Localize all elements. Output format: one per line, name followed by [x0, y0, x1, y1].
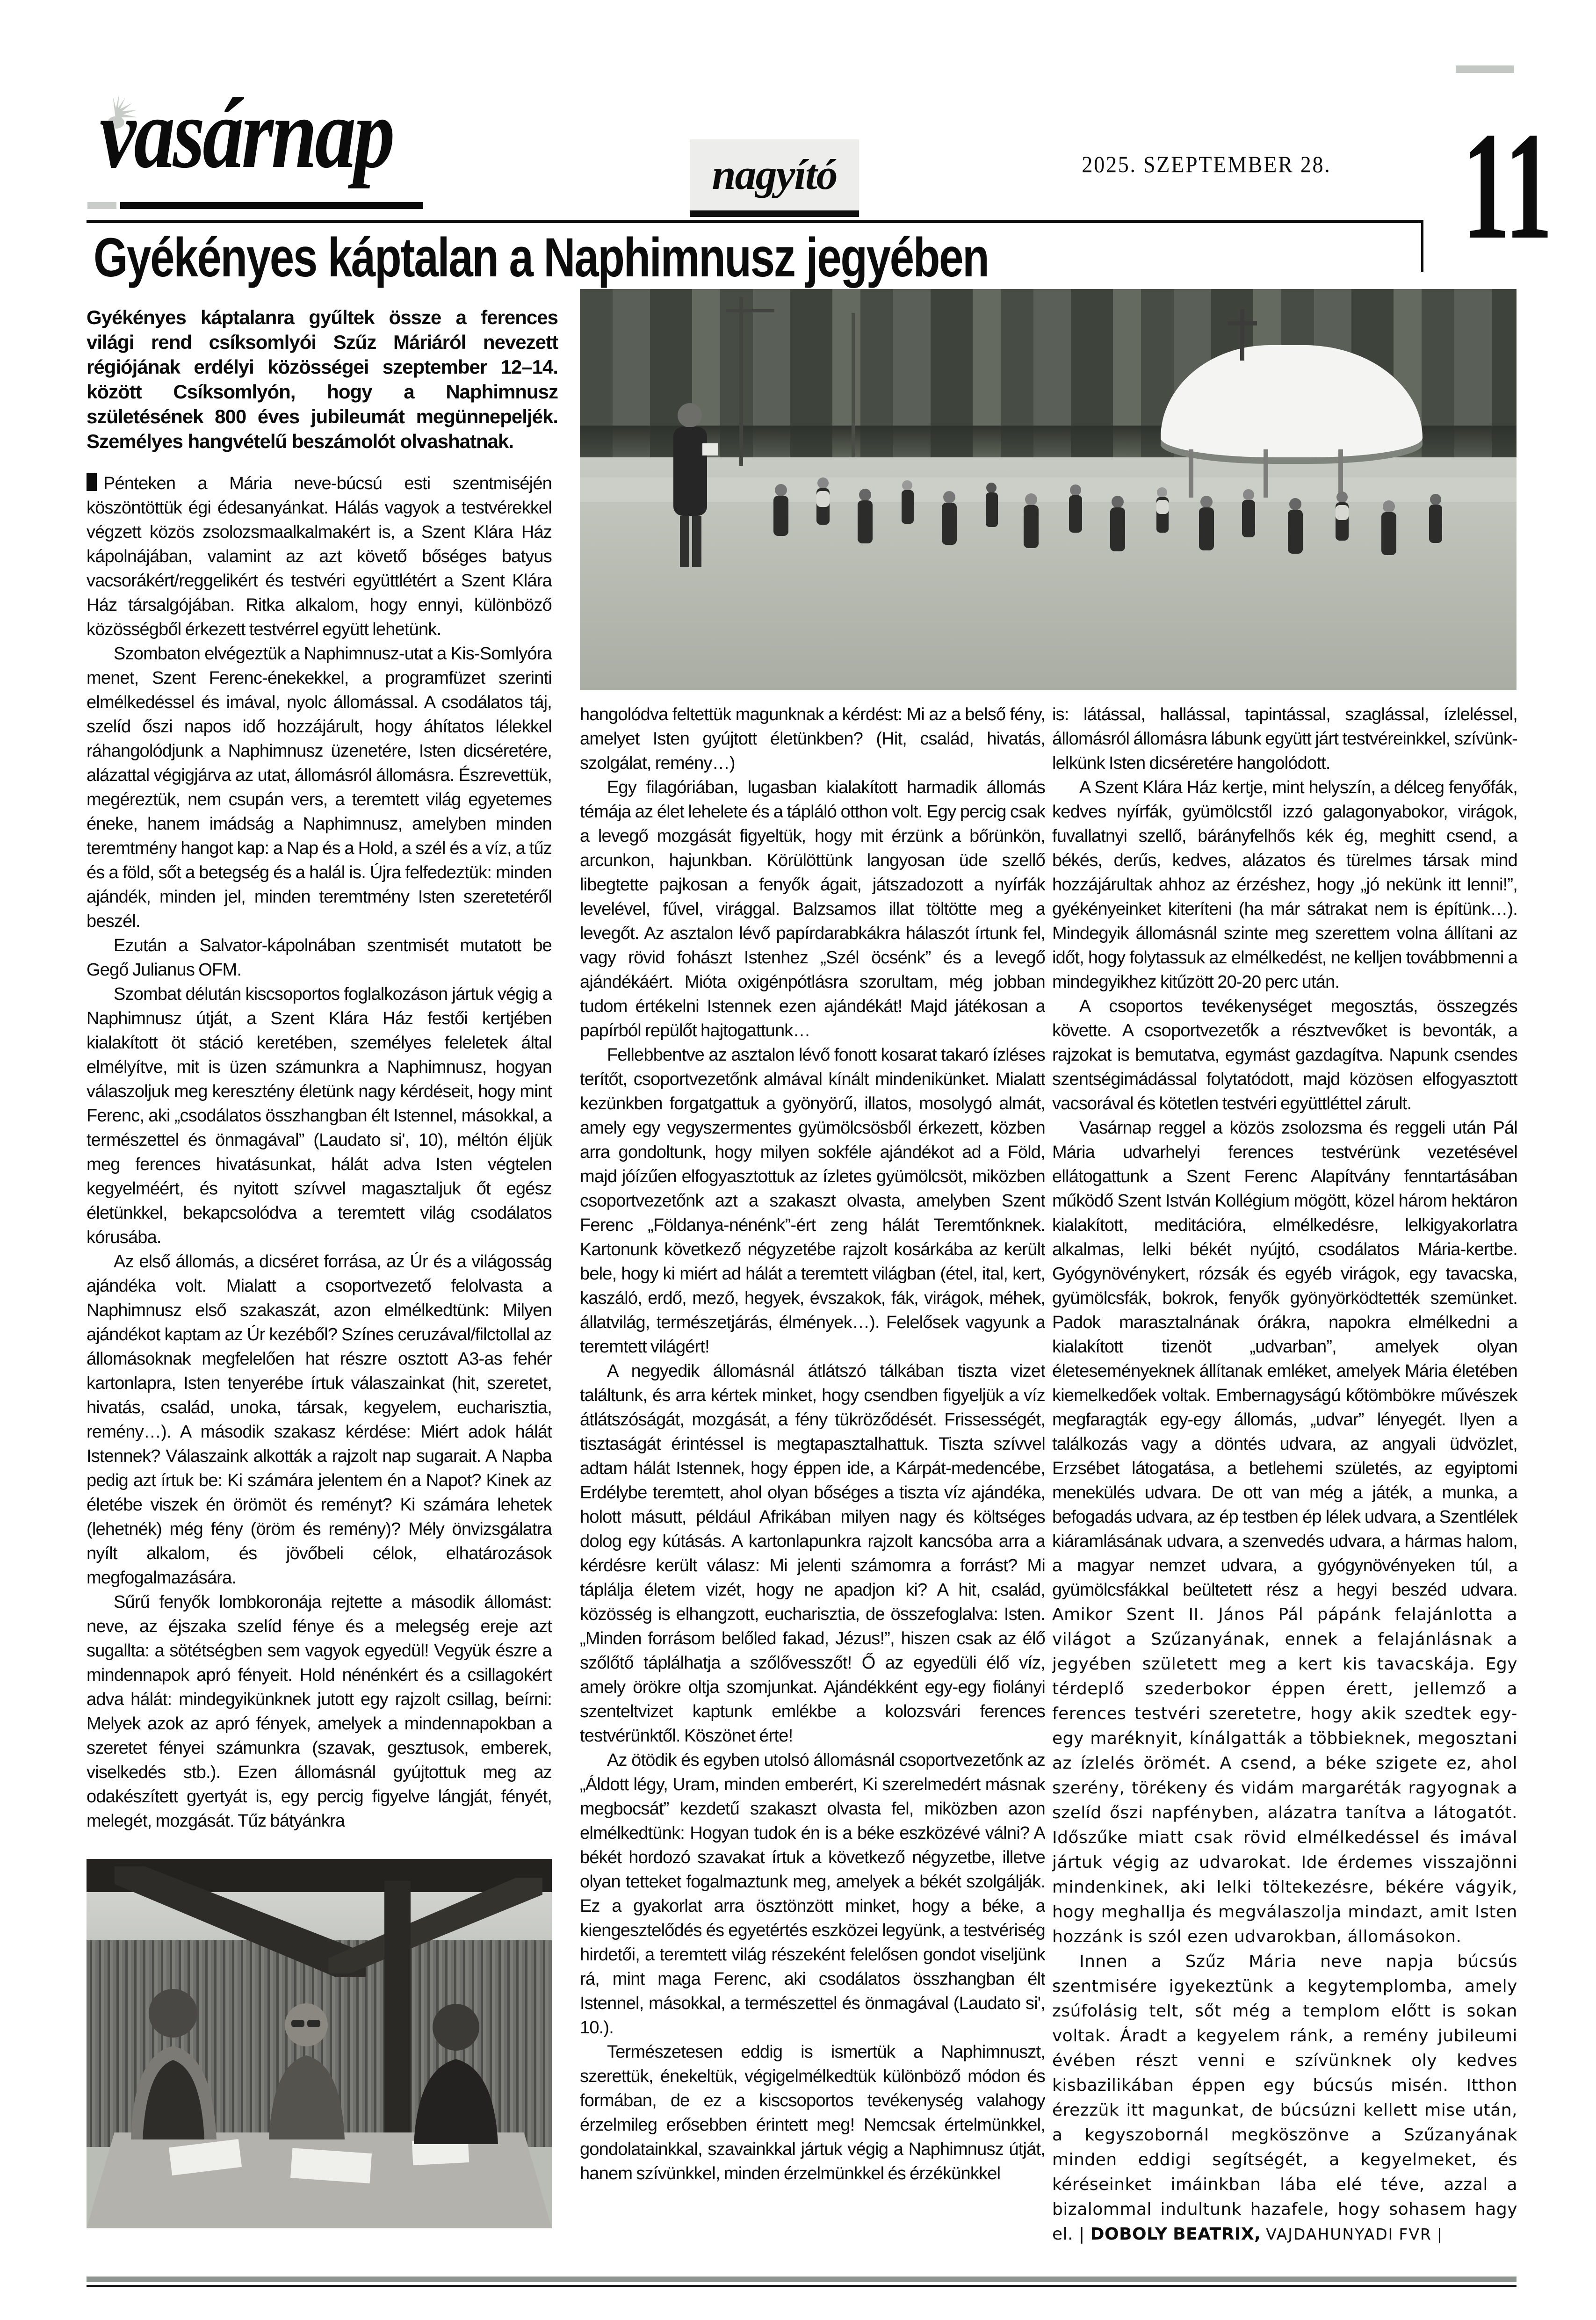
footer-rule-gray [87, 2277, 1517, 2282]
paragraph: Vasárnap reggel a közös zsolozsma és reggeli után Pál Mária udvarhelyi ferences testvérünk vezetésével ellátogattunk a Szent Ferenc Alapítvány fenntartásában működő Szent István Kollégium mögött, közel három hektáron kialakított, meditációra, elmélkedésre, lelkigyakorlatra alkalmas, lelki békét nyújtó, csodálatos Mária-kertbe. Gyógynövénykert, rózsák és egyéb virágok, egy tavacska, gyümölcsfák, bokrok, fenyők gyönyörködtették szemünket. Padok marasztalnának órákra, napokra elmélkedni a kialakított tizenöt „udvarban”, amelyek olyan életeseményeknek állítanak emléket, amelyek Mária életében kiemelkedőek voltak. Embernagyságú kőtömbökre művészek megfaragták egy-egy állomás, „udvar” lényegét. Ilyen a találkozás vagy a döntés udvara, az angyali üdvözlet, Erzsébet látogatása, a betlehemi születés, az egyiptomi menekülés udvara. De ott van még a játék, a munka, a befogadás udvara, az ép testben ép lélek udvara, a Szentlélek kiáramlásának udvara, a szenvedés udvara, a hármas halom, a magyar nemzet udvara, a gyógynövényeken túl, a gyümölcsfákkal beültetett rész a hegyi beszéd udvara. Amikor Szent II. János Pál pápánk felajánlotta a világot a Szűzanyának, ennek a felajánlásnak a jegyében született meg a kert kis tavacskája. Egy térdeplő szederbokor éppen érett, jellemző a ferences testvéri szeretetre, hogy akik szedtek egy-egy maréknyit, kínálgatták a többieknek, megosztani az ízlelés örömét. A csend, a béke szigete ez, ahol szerény, törékeny és vidám margaréták ragyognak a szelíd őszi napfényben, alázatra tanítva a látogatót. Időszűke miatt csak rövid elmélkedéssel és imával jártuk végig az udvarokat. Ide érdemes visszajönni mindenkinek, aki lelki töltekezésre, békére vágyik, hogy meghallja és megválaszolja mindazt, amit Isten hozzánk is szól ezen udvarokban, állomásokon. [1052, 1118, 1517, 1946]
byline-separator: | [1073, 2225, 1090, 2244]
page-number: 11 [1462, 101, 1553, 271]
issue-date: 2025. SZEPTEMBER 28. [1082, 151, 1331, 177]
logo-wordmark: vasárnap [100, 77, 393, 189]
seated-figures [87, 1859, 552, 2228]
paragraph: Szombaton elvégeztük a Naphimnusz-utat a Kis-Somlyóra menet, Szent Ferenc-énekekkel, a programfüzet szerinti elmélkedéssel és imával, nyolc állomással. A csodálatos táj, szelíd őszi napos idő hozzájárult, hogy áhítatos lélekkel ráhangolódjunk a Naphimnusz üzenetére, Isten dicséretére, alázattal végigjárva az utat, állomásról állomásra. Észrevettük, megéreztük, nem csupán vers, a teremtett világ egyetemes éneke, hanem imádság a Naphimnusz, amelyben minden teremtmény hangot kap: a Nap és a Hold, a szél és a víz, a tűz és a föld, sőt a betegség és a halál is. Újra felfedeztük: minden ajándék, minden jel, minden teremtmény Isten szeretetéről beszél. [87, 644, 552, 931]
page-number-block [1443, 65, 1553, 327]
section-label-box [690, 139, 859, 217]
paragraph: is: látással, hallással, tapintással, szaglással, ízleléssel, állomásról állomásra lábunk együtt járt testvéreinkkel, szívünk-lelkünk Isten dicséretére hangolódott. [1052, 705, 1517, 773]
paragraph: hangolódva feltettük magunknak a kérdést: Mi az a belső fény, amelyet Isten gyújtott életünkben? (Hit, család, hivatás, szolgálat, remény…) [580, 705, 1045, 773]
article-column-1 [87, 471, 552, 1851]
paragraph: Fellebbentve az asztalon lévő fonott kosarat takaró ízléses terítőt, csoportvezetőnk almával kínált mindenikünket. Mialatt kezünkben forgatgattuk a gyönyörű, illatos, mosolygó almát, amely egy vegyszermentes gyümölcsösből érkezett, közben arra gondoltunk, hogy milyen sokféle ajándékot ad a Föld, majd jóízűen elfogyasztottuk az ízletes gyümölcsöt, miközben csoportvezetőnk azt a szakaszt olvasta, amelyben Szent Ferenc „Földanya-nénénk”-ért zeng hálát Teremtőnknek. Kartonunk következő négyzetébe rajzolt kosárkába az került bele, hogy ki miért ad hálát a teremtett világban (étel, ital, kert, kaszáló, erdő, mező, hegyek, évszakok, fák, virágok, méhek, állatvilág, természetjárás, élmények…). Felelősek vagyunk a teremtett világért! [580, 1045, 1045, 1357]
paragraph: A Szent Klára Ház kertje, mint helyszín, a délceg fenyőfák, kedves nyírfák, gyümölcstől izzó galagonyabokor, virágok, fuvallatnyi szellő, bárányfelhős kék ég, meghitt csend, a békés, derűs, kedves, alázatos és türelmes társak mind hozzájárultak ahhoz az érzéshez, hogy „jó nekünk itt lenni!”, gyékényeinket kiteríteni (ha már sátrakat nem is építünk…). Mindegyik állomásnál szinte meg szerettem volna állítani az időt, hogy folytassuk az elmélkedést, ne kelljen továbbmenni a mindegyikhez kitűzött 20-20 perc után. [1052, 778, 1517, 992]
paragraph: Az ötödik és egyben utolsó állomásnál csoportvezetőnk az „Áldott légy, Uram, minden emberért, Ki szerelmedért másnak megbocsát” kezdetű szakaszt olvasta fel, miközben azon elmélkedtünk: Hogyan tudok én is a béke eszközévé válni? A békét hordozó szavakat írtuk a következő négyzetbe, illetve olyan tetteket fogalmaztunk meg, amelyek a békét szolgálják. Ez a gyakorlat arra ösztönzött minket, hogy a béke, a kiengesztelődés és egyetértés eszközei legyünk, a testvériség hirdetői, a teremtett világ részeként felelősen gondot viseljünk rá, mint maga Ferenc, aki csodálatos összhangban élt Istennel, másokkal, a természettel és önmagával (Laudato si', 10.). [580, 1750, 1045, 2038]
logo-underline [120, 202, 423, 209]
article-title: Gyékényes káptalan a Naphimnusz jegyében [94, 227, 989, 289]
paragraph: Szombat délután kiscsoportos foglalkozáson jártuk végig a Naphimnusz útját, a Szent Klára Ház festői kertjében kialakított öt stáció keretében, személyes feleletek által elmélyítve, mit is üzen számunkra a Naphimnusz, hogyan válaszoljuk meg keresztény életünk nagy kérdéseit, hogy mint Ferenc, aki „csodálatos összhangban élt Istennel, másokkal, a természettel és önmagával” (Laudato si', 10), méltón éljük meg ferences hivatásunkat, hálát adva Isten végtelen kegyelméért, és nyitott szívvel magasztaljuk őt egész életünkkel, bekapcsolódva a teremtett világ csodálatos kórusába. [87, 984, 552, 1247]
article-column-2 [580, 702, 1045, 2267]
byline-author: DOBOLY BEATRIX, [1090, 2225, 1261, 2244]
paragraph: Ezután a Salvator-kápolnában szentmisét mutatott be Gegő Julianus OFM. [87, 936, 552, 980]
photo-secondary [87, 1859, 552, 2228]
paragraph: Az első állomás, a dicséret forrása, az Úr és a világosság ajándéka volt. Mialatt a csoportvezető felolvasta a Naphimnusz első szakaszát, azon elmélkedtünk: Milyen ajándékot kaptam az Úr kezéből? Színes ceruzával/filctollal az állomásoknak megfelelően hat részre osztott A3-as fehér kartonlapra, Isten tenyerébe írtuk válaszainkat (hit, szeretet, hivatás, család, unoka, társak, kegyelem, eucharisztia, remény…). A második szakasz kérdése: Miért adok hálát Istennek? Válaszaink alkották a rajzolt nap sugarait. A Napba pedig azt írtuk be: Ki számára jelentem én a Napot? Kinek az életébe viszek én örömöt és reményt? Ki számára lehetek (lehetnék) még fény (öröm és remény)? Mély önvizsgálatra nyílt alkalom, és jövőbeli célok, elhatározások megfogalmazására. [87, 1252, 552, 1588]
pilgrim-figures [580, 289, 1517, 690]
byline-affiliation: VAJDAHUNYADI FVR | [1261, 2225, 1443, 2243]
photo-main [580, 289, 1517, 690]
paragraph-with-byline: Innen a Szűz Mária neve napja búcsús szentmisére igyekeztünk a kegytemplomba, amely zsúfolásig telt, sőt még a templom előtt is sokan voltak. Áradt a kegyelem ránk, a remény jubileumi évében részt venni e szívünknek oly kedves kisbazilikában éppen egy búcsús misén. Itthon érezzük itt magunkat, de búcsúzni kellett mise után, a kegyszobornál megköszönve a Szűzanyának minden eddigi segítségét, a kegyelmeket, és kéréseinket imáinkban lába elé téve, azzal a bizalommal indultunk hazafele, hogy sohasem hagy el. | DOBOLY BEATRIX, VAJDAHUNYADI FVR | [1052, 1952, 1517, 2244]
paragraph: Egy filagóriában, lugasban kialakított harmadik állomás témája az élet lehelete és a tápláló otthon volt. Egy percig csak a levegő mozgását figyeltük, hogy mit érzünk a bőrünkön, arcunkon, hajunkban. Körülöttünk langyosan üde szellő libegtette pajkosan a fenyők ágait, játszadozott a nyírfák levelével, fűvel, virággal. Balzsamos illat töltötte meg a levegőt. Az asztalon lévő papírdarabkákra hálaszót írtunk fel, vagy rövid fohászt Istenhez „Szél öcsénk” és a levegő ajándékáért. Mióta oxigénpótlásra szorultam, még jobban tudom értékelni Istennek ezen ajándékát! Majd játékosan a papírból repülőt hajtogattunk… [580, 778, 1045, 1041]
paragraph: A negyedik állomásnál átlátszó tálkában tiszta vizet találtunk, és arra kértek minket, hogy csendben figyeljük a víz átlátszóságát, mozgását, a fény tükröződését. Frissességét, tisztaságát érintéssel is megtapasztalhattuk. Tiszta szívvel adtam hálát Istennek, hogy éppen ide, a Kárpát-medencébe, Erdélybe teremtett, ahol olyan bőséges a tiszta víz ajándéka, holott másutt, például Afrikában milyen nagy és költséges dolog egy kútásás. A kartonlapunkra rajzolt kancsóba arra a kérdésre került válasz: Mi jelenti számomra a forrást? Mi táplálja életem vizét, hogy ne apadjon ki? A hit, család, közösség is elhangzott, eucharisztia, de összefoglalva: Isten. „Minden forrásom belőled fakad, Jézus!”, hiszen csak az élő szőlőtő táplálhatja a szőlővesszőt! Ő az egyedüli élő víz, amely örökre oltja szomjunkat. Ajándékként egy-egy fiolányi szenteltvizet kaptunk emlékbe a kolozsvári ferences testvérünktől. Köszönet érte! [580, 1361, 1045, 1746]
paragraph: A csoportos tevékenységet megosztás, összegzés követte. A csoportvezetők a résztvevőket is bevonták, a rajzokat is bemutatva, egymást gazdagítva. Napunk csendes szentségimádással folytatódott, majd közösen elfogyasztott vacsorával és kötetlen testvéri együttléttel zárult. [1052, 997, 1517, 1113]
logo-underline-accent [87, 202, 116, 209]
paragraph: Természetesen eddig is ismertük a Naphimnuszt, szerettük, énekeltük, végigelmélkedtük különböző módon és formában, de ez a kiscsoportos tevékenység valahogy érzelmileg erősebben érintett meg! Nemcsak értelmünkkel, gondolatainkkal, szavainkkal jártuk végig a Naphimnusz útját, hanem szívünkkel, minden érzelmünkkel és érzékünkkel [580, 2042, 1045, 2183]
paragraph: Sűrű fenyők lombkoronája rejtette a második állomást: neve, az éjszaka szelíd fénye és a melegség ereje azt sugallta: a sötétségben sem vagyok egyedül! Vegyük észre a mindennapok apró fényeit. Hold nénénkért és a csillagokért adva hálát: mindegyikünknek jutott egy rajzolt csillag, beírni: Melyek azok az apró fények, amelyek a mindennapokban a szeretet fényei számunkra (szavak, gesztusok, emberek, viselkedés stb.). Ezen állomásnál gyújtottuk meg az odakészített gyertyát is, egy percig figyelve lángját, fényét, melegét, mozgását. Tűz bátyánkra [87, 1592, 552, 1831]
paragraph: Pénteken a Mária neve-búcsú esti szentmiséjén köszöntöttük égi édesanyánkat. Hálás vagyok a testvérekkel végzett közös zsolozsmaalkalmakért is, a Szent Klára Ház kápolnájában, valamint az azt követő bőséges batyus vacsorákért/reggelikért és testvéri együttlétért a Szent Klára Ház társalgójában. Ritka alkalom, hogy ennyi, különböző közösségből érkezett testvérrel együtt lehetünk. [87, 474, 552, 639]
article-column-3 [1052, 702, 1517, 2267]
header-rule [87, 220, 1423, 223]
paragraph-marker [87, 473, 97, 491]
masthead-logo [87, 75, 507, 224]
section-label: nagyító [712, 151, 837, 198]
article-lead: Gyékényes káptalanra gyűltek össze a ferences világi rend csíksomlyói Szűz Máriáról nevezett régiójának erdélyi közösségei szeptember 12–14. között Csíksomlyón, hogy a Naphimnusz születésének 800 éves jubileumát megünnepeljék. Személyes hangvételű beszámolót olvashatnak. [87, 306, 558, 452]
footer-rule-black [87, 2285, 1517, 2287]
